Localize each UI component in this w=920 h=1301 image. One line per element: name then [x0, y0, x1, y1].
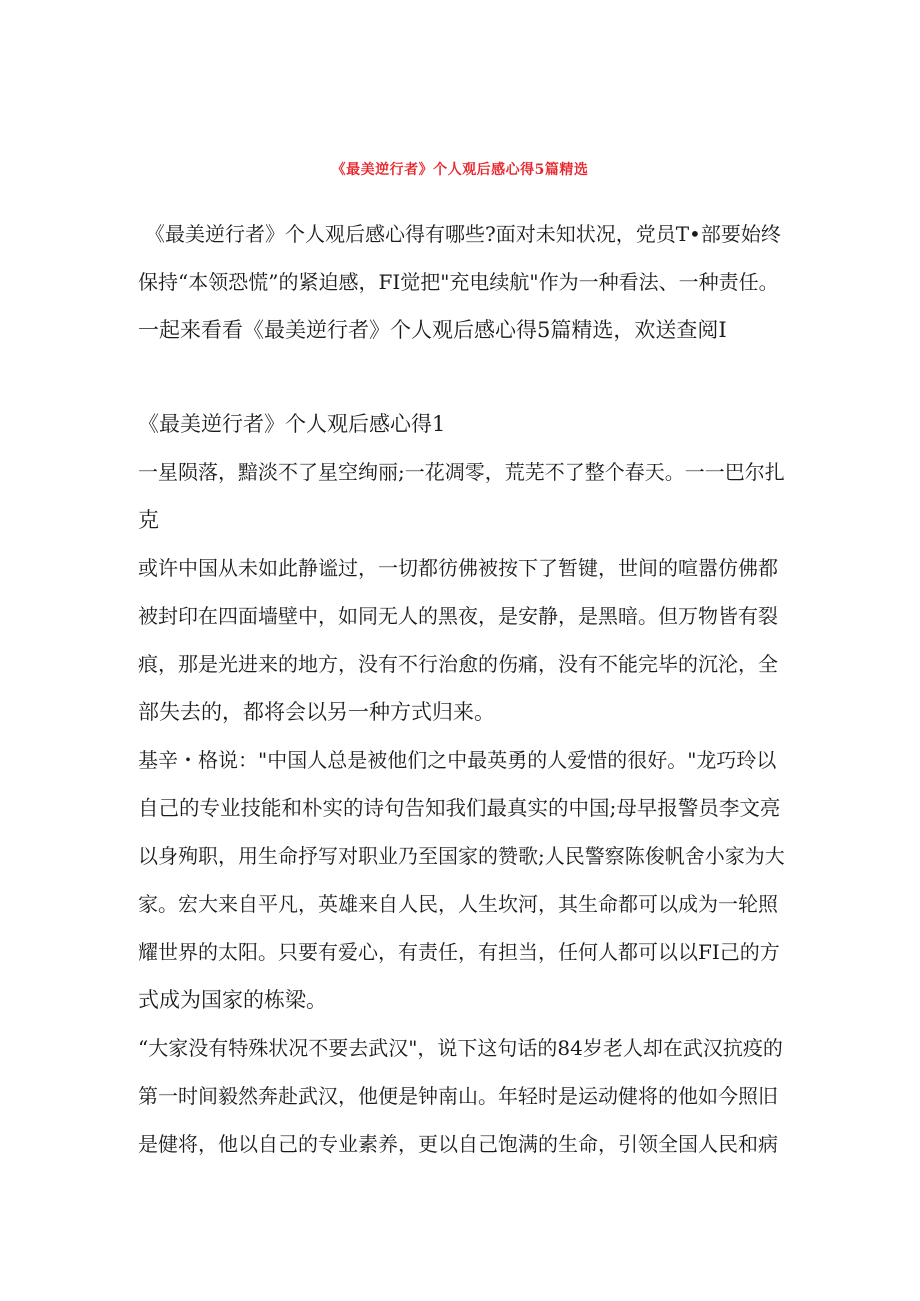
- intro-paragraph: [138, 210, 786, 354]
- text-line: 是健将，他以自己的专业素养，更以自己饱满的生命，引领全国人民和病: [138, 1132, 778, 1156]
- body-paragraph-3: [138, 1024, 786, 1168]
- text-line: 第一时间毅然奔赴武汉，他便是钟南山。年轻时是运动健将的他如今照旧: [138, 1084, 778, 1108]
- text-line: 基辛・格说："中国人总是被他们之中最英勇的人爱惜的很好。"龙巧玲以: [138, 748, 777, 772]
- body-paragraph-2: [138, 736, 786, 1024]
- text-line: “大家没有特殊状况不要去武汉"，说下这句话的84岁老人却在武汉抗疫的: [138, 1036, 783, 1060]
- text-line: 自己的专业技能和朴实的诗句告知我们最真实的中国;母早报警员李文亮: [138, 796, 781, 820]
- intro-line: 一起来看看《最美逆行者》个人观后感心得5篇精选，欢送查阅I: [138, 318, 727, 342]
- text-line: 式成为国家的栋梁。: [138, 988, 327, 1012]
- quote-line: 克: [138, 508, 159, 532]
- text-line: 耀世界的太阳。只要有爱心，有责任，有担当，任何人都可以以FI己的方: [138, 940, 780, 964]
- text-line: 部失去的，都将会以另一种方式归来。: [138, 700, 495, 724]
- quote-paragraph: [138, 448, 786, 544]
- text-line: 痕，那是光进来的地方，没有不行治愈的伤痛，没有不能完毕的沉沦，全: [138, 652, 778, 676]
- text-line: 或许中国从未如此静谧过，一切都彷佛被按下了暂键，世间的喧嚣仿佛都: [138, 556, 778, 580]
- section-heading: 《最美逆行者》个人观后感心得1: [138, 412, 446, 436]
- text-line: 家。宏大来自平凡，英雄来自人民，人生坎河，其生命都可以成为一轮照: [138, 892, 778, 916]
- body-paragraph-1: [138, 544, 786, 736]
- text-line: 被封印在四面墙壁中，如同无人的黑夜，是安静，是黑暗。但万物皆有裂: [138, 604, 778, 628]
- text-line: 以身殉职，用生命抒写对职业乃至国家的赞歌;人民警察陈俊帆舍小家为大: [138, 844, 785, 868]
- intro-line: 《最美逆行者》个人观后感心得有哪些?面对未知状况，党员T•部要始终: [145, 222, 781, 246]
- document-title: 《最美逆行者》个人观后感心得5篇精选: [331, 162, 589, 179]
- section-1: [138, 400, 786, 1168]
- quote-line: 一星陨落，黯淡不了星空绚丽;一花凋零，荒芜不了整个春天。一一巴尔扎: [138, 460, 785, 484]
- intro-line: 保持“本领恐慌”的紧迫感，FI觉把"充电续航"作为一种看法、一种责任。: [138, 270, 779, 294]
